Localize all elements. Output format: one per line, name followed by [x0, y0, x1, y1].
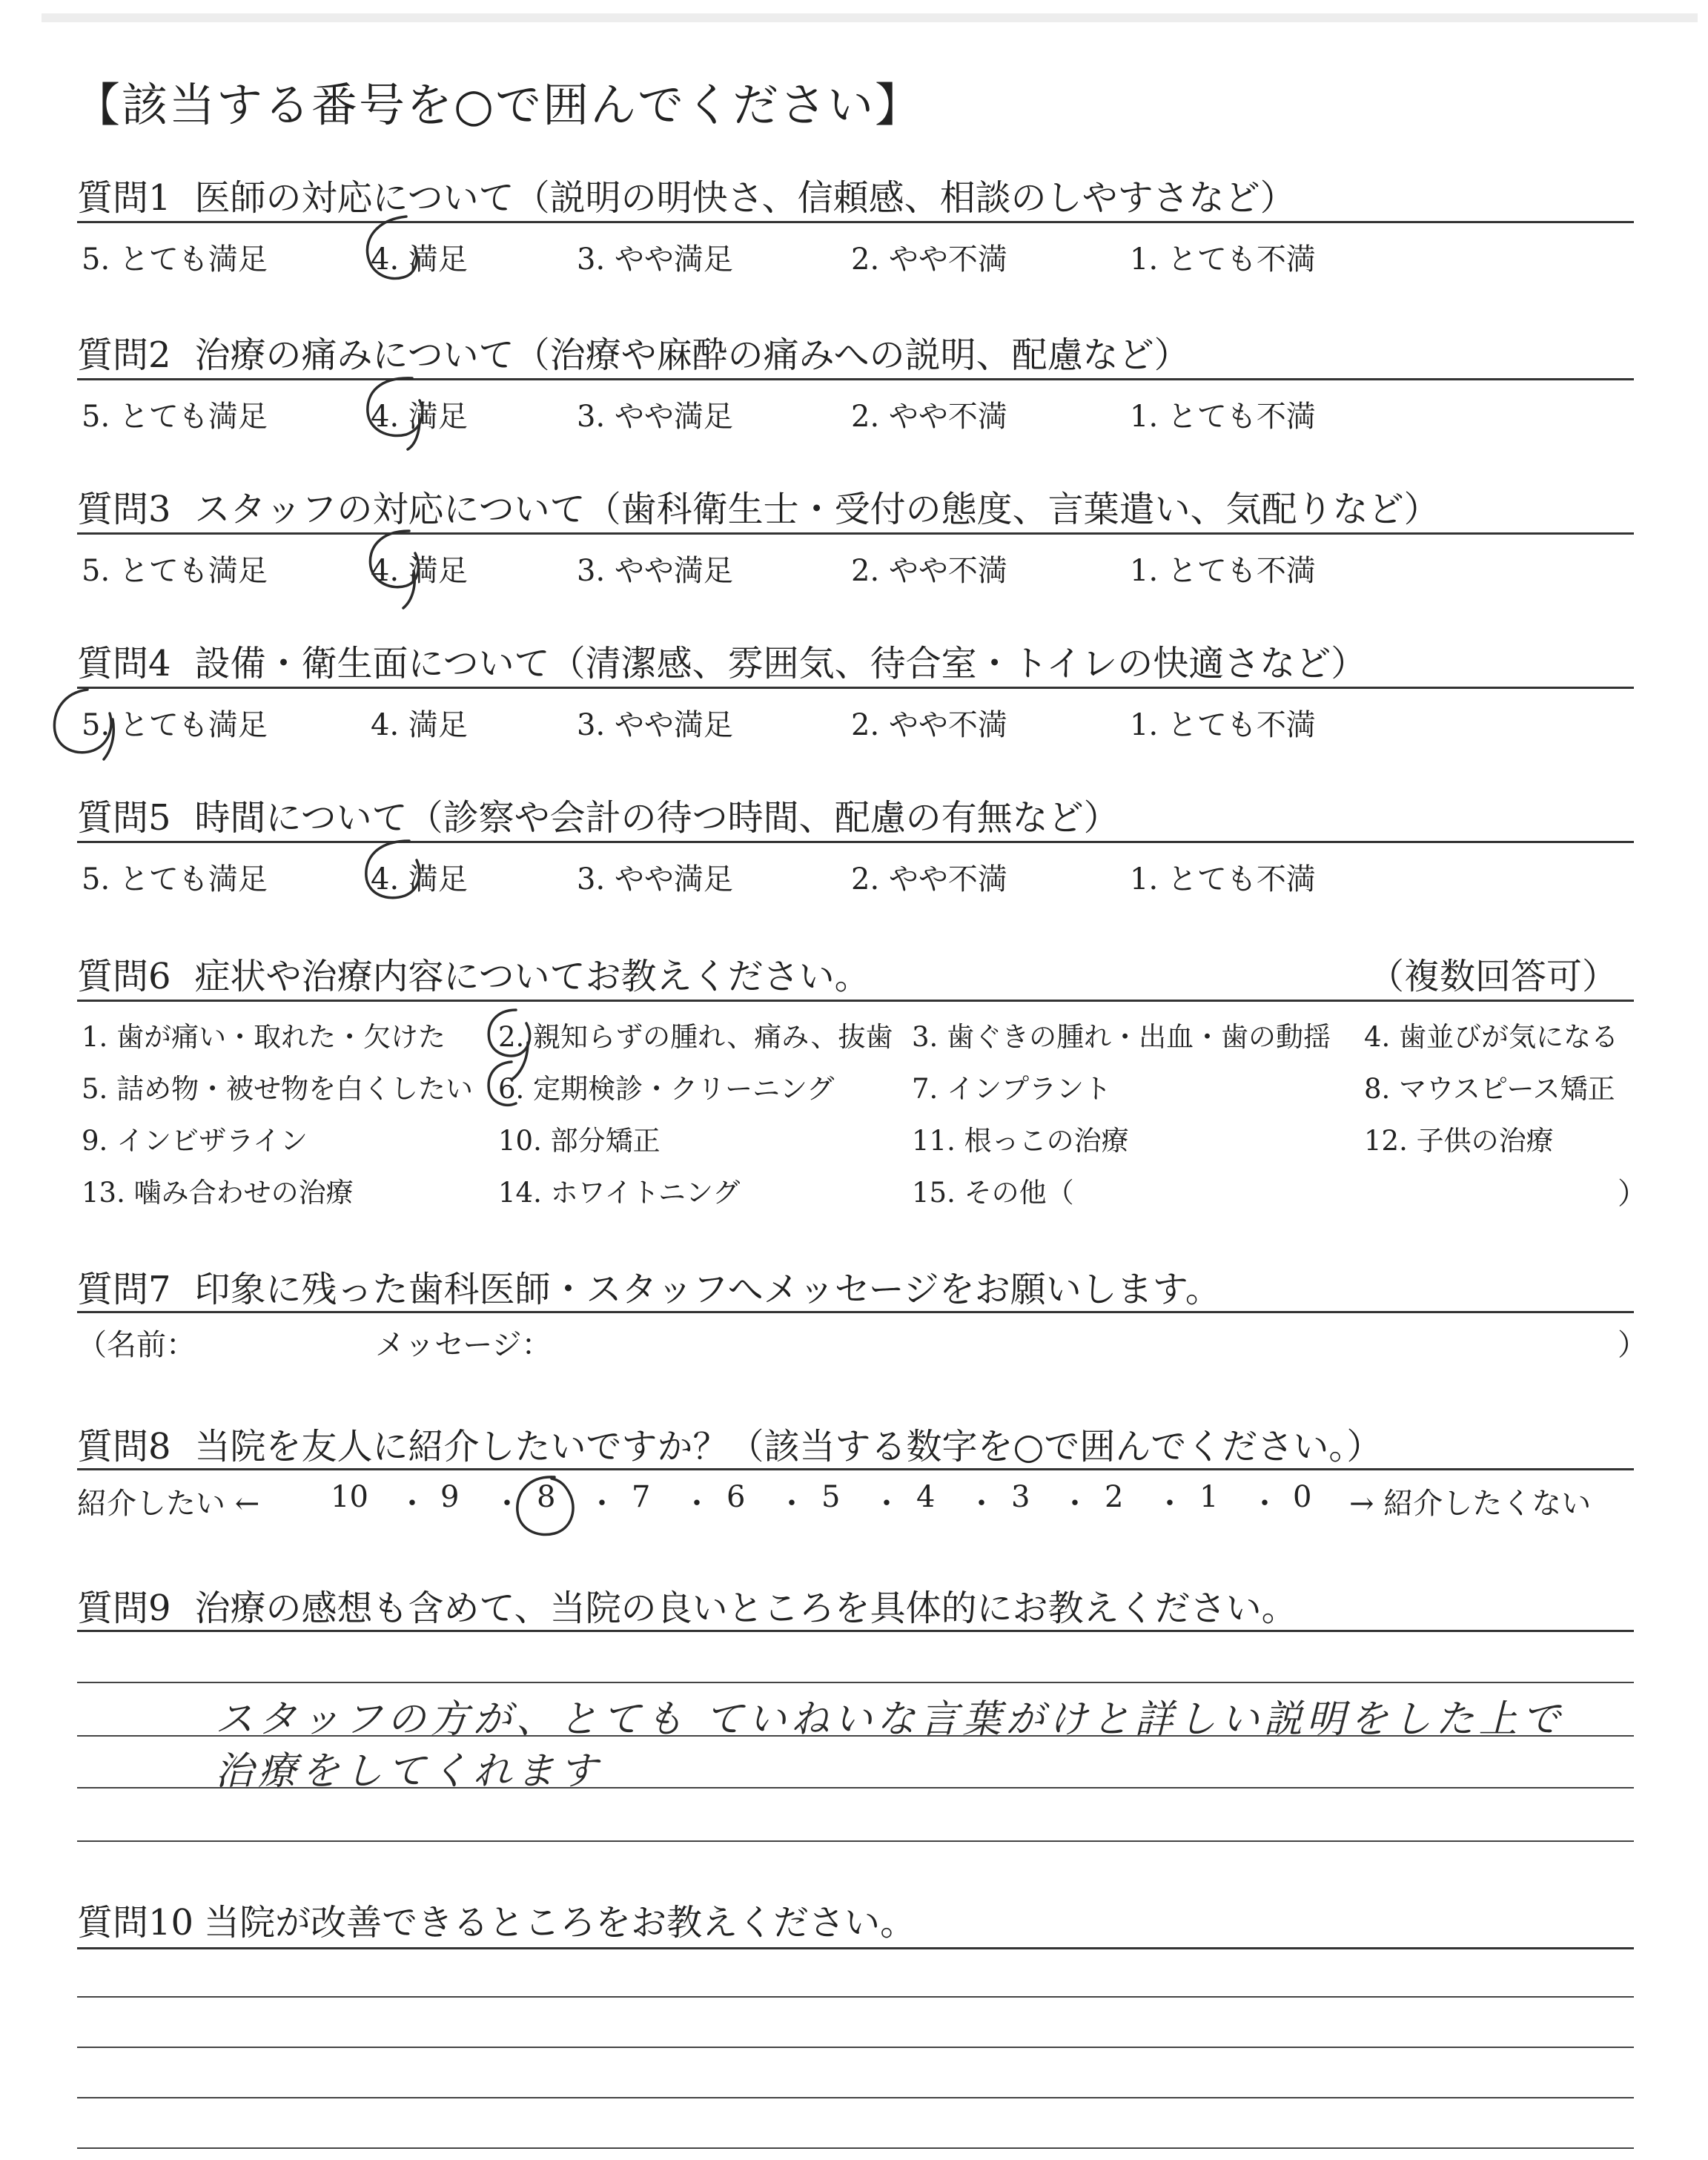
- question-number: 質問1: [77, 177, 171, 219]
- question-7-heading: [77, 1261, 1221, 1312]
- q6-item-2[interactable]: 2. 親知らずの腫れ、痛み、抜歯: [498, 1021, 893, 1053]
- question-9-heading: [77, 1579, 1297, 1631]
- question-text: 印象に残った歯科医師・スタッフへメッセージをお願いします。: [194, 1269, 1221, 1310]
- page-title: 【該当する番号を○で囲んでください】: [74, 78, 923, 132]
- message-label: メッセージ：: [375, 1328, 552, 1362]
- question-text: 時間について（診察や会計の待つ時間、配慮の有無など）: [194, 797, 1119, 839]
- answer-line: [77, 2097, 1634, 2098]
- answer-line: [77, 2147, 1634, 2149]
- recommend-right-label: → 紹介したくない: [1349, 1487, 1592, 1521]
- scale-7[interactable]: 7: [632, 1480, 651, 1514]
- q4-option-2[interactable]: 2. やや不満: [851, 708, 1007, 742]
- question-number: 質問8: [77, 1426, 171, 1467]
- question-8-heading: [77, 1418, 1382, 1469]
- question-text: 症状や治療内容についてお教えください。: [194, 956, 870, 997]
- question-2-heading: [77, 326, 1190, 377]
- scale-dot: ・: [587, 1487, 617, 1521]
- question-number: 質問2: [77, 334, 171, 376]
- q6-item-11[interactable]: 11. 根っこの治療: [912, 1125, 1129, 1157]
- q2-option-3[interactable]: 3. やや満足: [577, 400, 733, 434]
- question-5-rule: [77, 841, 1634, 843]
- scale-9[interactable]: 9: [440, 1480, 460, 1514]
- q6-item-8[interactable]: 8. マウスピース矯正: [1364, 1073, 1615, 1105]
- q1-option-4[interactable]: 4. 満足: [371, 242, 468, 277]
- q5-option-1[interactable]: 1. とても不満: [1130, 862, 1316, 896]
- q1-option-3[interactable]: 3. やや満足: [577, 242, 733, 277]
- scale-10[interactable]: 10: [331, 1480, 368, 1514]
- q4-option-3[interactable]: 3. やや満足: [577, 708, 733, 742]
- q3-option-2[interactable]: 2. やや不満: [851, 554, 1007, 588]
- question-text: 医師の対応について（説明の明快さ、信頼感、相談のしやすさなど）: [194, 177, 1296, 219]
- q2-option-5[interactable]: 5. とても満足: [82, 400, 268, 434]
- scale-dot: ・: [1155, 1487, 1185, 1521]
- q1-option-5[interactable]: 5. とても満足: [82, 242, 268, 277]
- q6-item-1[interactable]: 1. 歯が痛い・取れた・欠けた: [82, 1021, 446, 1053]
- scale-6[interactable]: 6: [726, 1480, 746, 1514]
- question-9-rule: [77, 1630, 1634, 1632]
- q6-item-14[interactable]: 14. ホワイトニング: [498, 1177, 741, 1209]
- question-number: 質問3: [77, 489, 171, 530]
- scale-dot: ・: [492, 1487, 522, 1521]
- question-text: 当院が改善できるところをお教えください。: [204, 1902, 916, 1943]
- q2-option-4[interactable]: 4. 満足: [371, 400, 468, 434]
- handwritten-answer-line-1: スタッフの方が、とても ていねいな言葉がけと詳しい説明をした上で: [215, 1697, 1565, 1742]
- question-4-heading: [77, 635, 1366, 686]
- other-close-paren: ）: [1618, 1177, 1647, 1211]
- q3-option-3[interactable]: 3. やや満足: [577, 554, 733, 588]
- q5-option-4[interactable]: 4. 満足: [371, 862, 468, 896]
- question-6-heading: [77, 948, 870, 999]
- scale-4[interactable]: 4: [916, 1480, 936, 1514]
- q5-option-3[interactable]: 3. やや満足: [577, 862, 733, 896]
- q3-option-1[interactable]: 1. とても不満: [1130, 554, 1316, 588]
- scale-1[interactable]: 1: [1199, 1480, 1219, 1514]
- q5-option-5[interactable]: 5. とても満足: [82, 862, 268, 896]
- q4-option-4[interactable]: 4. 満足: [371, 708, 468, 742]
- multiple-answers-note: （複数回答可）: [1368, 956, 1618, 997]
- scale-dot: ・: [872, 1487, 901, 1521]
- scale-8[interactable]: 8: [537, 1480, 556, 1514]
- handwritten-answer-line-2: 治療をしてくれます: [215, 1749, 603, 1794]
- question-number: 質問5: [77, 797, 171, 839]
- scale-dot: ・: [397, 1487, 427, 1521]
- q1-option-1[interactable]: 1. とても不満: [1130, 242, 1316, 277]
- q6-item-15[interactable]: 15. その他（: [912, 1177, 1074, 1209]
- question-number: 質問9: [77, 1588, 171, 1629]
- q6-item-9[interactable]: 9. インビザライン: [82, 1125, 308, 1157]
- question-text: 設備・衛生面について（清潔感、雰囲気、待合室・トイレの快適さなど）: [194, 643, 1367, 684]
- q4-option-5[interactable]: 5. とても満足: [82, 708, 268, 742]
- q6-item-10[interactable]: 10. 部分矯正: [498, 1125, 661, 1157]
- q4-option-1[interactable]: 1. とても不満: [1130, 708, 1316, 742]
- scan-top-edge: [42, 13, 1698, 22]
- message-close-paren: ）: [1618, 1328, 1647, 1362]
- answer-line: [77, 2047, 1634, 2048]
- q2-option-1[interactable]: 1. とても不満: [1130, 400, 1316, 434]
- recommend-left-label: 紹介したい ←: [77, 1487, 260, 1521]
- q1-option-2[interactable]: 2. やや不満: [851, 242, 1007, 277]
- scale-2[interactable]: 2: [1105, 1480, 1124, 1514]
- question-number: 質問4: [77, 643, 171, 684]
- question-number: 質問10: [77, 1902, 194, 1943]
- question-10-rule: [77, 1947, 1634, 1949]
- question-2-rule: [77, 378, 1634, 380]
- answer-line: [77, 1682, 1634, 1683]
- q6-item-3[interactable]: 3. 歯ぐきの腫れ・出血・歯の動揺: [912, 1021, 1331, 1053]
- scale-dot: ・: [682, 1487, 712, 1521]
- question-text: 治療の感想も含めて、当院の良いところを具体的にお教えください。: [194, 1588, 1297, 1629]
- q6-item-12[interactable]: 12. 子供の治療: [1364, 1125, 1554, 1157]
- question-3-rule: [77, 532, 1634, 535]
- question-10-heading: [77, 1894, 916, 1945]
- scale-3[interactable]: 3: [1011, 1480, 1030, 1514]
- q6-item-5[interactable]: 5. 詰め物・被せ物を白くしたい: [82, 1073, 474, 1105]
- scale-5[interactable]: 5: [821, 1480, 841, 1514]
- question-7-rule: [77, 1311, 1634, 1313]
- question-6-rule: [77, 1000, 1634, 1002]
- question-text: 当院を友人に紹介したいですか？（該当する数字を○で囲んでください。）: [194, 1426, 1383, 1467]
- answer-line: [77, 1840, 1634, 1842]
- q5-option-2[interactable]: 2. やや不満: [851, 862, 1007, 896]
- question-1-heading: [77, 169, 1296, 220]
- q3-option-4[interactable]: 4. 満足: [371, 554, 468, 588]
- question-text: スタッフの対応について（歯科衛生士・受付の態度、言葉遣い、気配りなど）: [194, 489, 1440, 530]
- q2-option-2[interactable]: 2. やや不満: [851, 400, 1007, 434]
- question-1-rule: [77, 221, 1634, 223]
- question-3-heading: [77, 480, 1440, 532]
- scale-dot: ・: [777, 1487, 807, 1521]
- q6-item-7[interactable]: 7. インプラント: [912, 1073, 1112, 1105]
- name-label: （名前：: [77, 1328, 196, 1362]
- answer-line: [77, 1996, 1634, 1998]
- question-number: 質問6: [77, 956, 171, 997]
- q3-option-5[interactable]: 5. とても満足: [82, 554, 268, 588]
- scale-0[interactable]: 0: [1293, 1480, 1312, 1514]
- q6-item-6[interactable]: 6. 定期検診・クリーニング: [498, 1073, 835, 1105]
- question-8-rule: [77, 1468, 1634, 1470]
- scale-dot: ・: [1060, 1487, 1090, 1521]
- q6-item-4[interactable]: 4. 歯並びが気になる: [1364, 1021, 1619, 1053]
- q6-item-13[interactable]: 13. 噛み合わせの治療: [82, 1177, 354, 1209]
- question-5-heading: [77, 789, 1119, 840]
- scale-dot: ・: [1250, 1487, 1280, 1521]
- scale-dot: ・: [967, 1487, 996, 1521]
- question-number: 質問7: [77, 1269, 171, 1310]
- question-text: 治療の痛みについて（治療や麻酔の痛みへの説明、配慮など）: [194, 334, 1190, 376]
- question-4-rule: [77, 687, 1634, 689]
